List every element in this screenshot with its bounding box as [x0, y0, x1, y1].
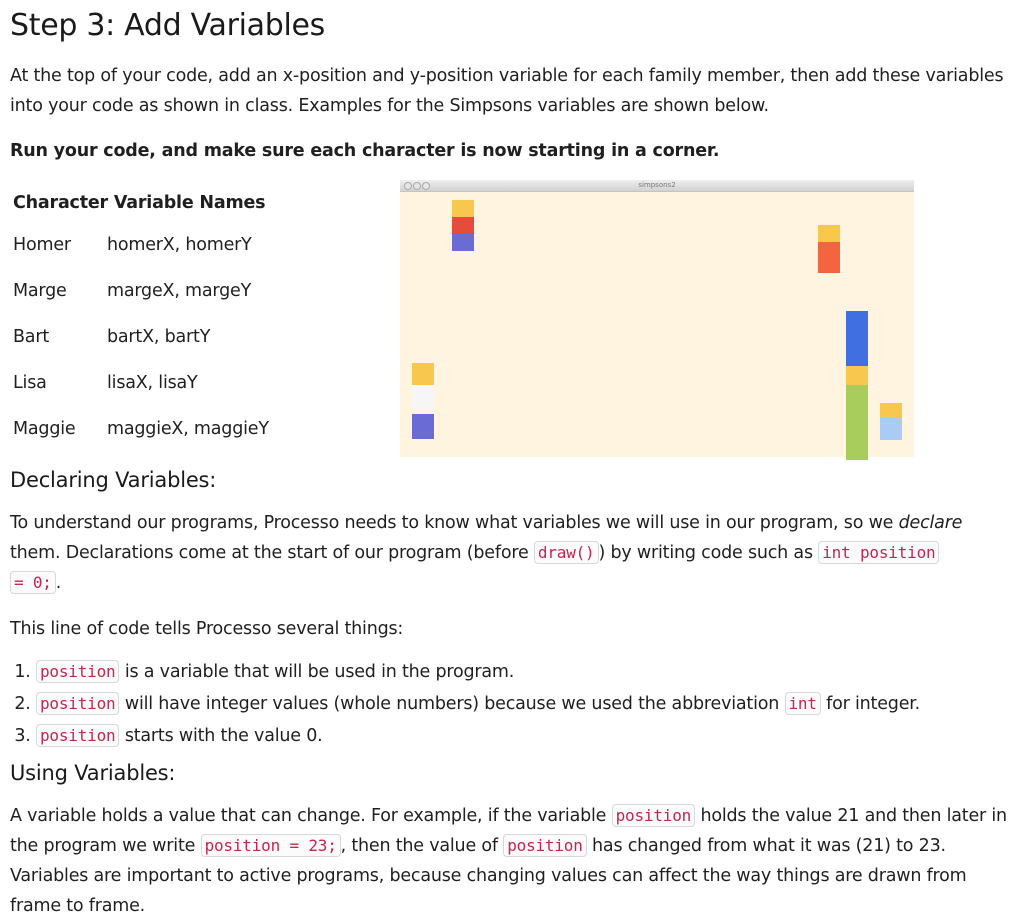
list-item: 1. position is a variable that will be used in the program. [36, 656, 920, 688]
character-name: Homer [13, 235, 71, 255]
variable-names: bartX, bartY [107, 327, 211, 347]
variable-names: homerX, homerY [107, 235, 252, 255]
page-title: Step 3: Add Variables [10, 8, 325, 43]
variables-table [8, 184, 274, 452]
table-row [8, 222, 274, 268]
inline-code: draw() [534, 541, 599, 564]
inline-code: position [503, 834, 586, 857]
inline-code: position = 23; [201, 834, 341, 857]
variable-names: lisaX, lisaY [107, 373, 198, 393]
character-block [412, 363, 434, 385]
character-block [412, 414, 434, 439]
character-name: Maggie [13, 419, 76, 439]
using-paragraph: A variable holds a value that can change. For example, if the variable position holds the value 21 and then later in the program we write position = 23; , then the value of position has changed from what it was (21) to 23. Variables are important to active programs, because changing values can affect the way things are drawn from frame to frame. [10, 806, 1007, 916]
character-block [452, 200, 474, 217]
list-item: 3. position starts with the value 0. [36, 720, 920, 752]
character-name: Lisa [13, 373, 47, 393]
intro-paragraph: At the top of your code, add an x-position and y-position variable for each family member, then add these variables into your code as shown in class. Examples for the Simpsons variables are shown below. [10, 66, 1004, 116]
character-block [452, 217, 474, 234]
inline-code: int [785, 692, 821, 715]
character-block [412, 385, 434, 409]
window-title: simpsons2 [638, 181, 676, 189]
inline-code: position [612, 804, 695, 827]
character-block [846, 366, 868, 385]
using-heading: Using Variables: [10, 761, 176, 785]
processo-things-paragraph: This line of code tells Processo several things: [10, 619, 404, 639]
character-name: Marge [13, 281, 67, 301]
run-instruction: Run your code, and make sure each character is now starting in a corner. [10, 141, 720, 161]
variable-names: maggieX, maggieY [107, 419, 269, 439]
declaring-heading: Declaring Variables: [10, 468, 217, 492]
inline-code: position [36, 692, 119, 715]
character-block [880, 418, 902, 440]
inline-code: int position [818, 541, 939, 564]
character-block [452, 234, 474, 251]
sketch-window-screenshot [400, 180, 914, 457]
list-item: 2. position will have integer values (whole numbers) because we used the abbreviation int for integer. [36, 688, 920, 720]
character-block [846, 385, 868, 460]
window-titlebar [400, 180, 914, 192]
table-row [8, 268, 274, 314]
inline-code: position [36, 724, 119, 747]
declaring-paragraph: To understand our programs, Processo needs to know what variables we will use in our program, so we declare them. Declarations come at the start of our program (before draw() ) by writing code such as int position = 0; . [10, 513, 963, 593]
character-block [818, 242, 840, 273]
variable-names: margeX, margeY [107, 281, 252, 301]
character-block [818, 225, 840, 242]
table-row [8, 314, 274, 360]
table-row [8, 406, 274, 452]
inline-code: position [36, 660, 119, 683]
character-block [880, 403, 902, 418]
numbered-list [10, 656, 920, 752]
table-row [8, 360, 274, 406]
inline-code: = 0; [10, 571, 56, 594]
character-block [846, 311, 868, 366]
character-name: Bart [13, 327, 49, 347]
table-header: Character Variable Names [13, 193, 266, 213]
declare-emphasis: declare [898, 513, 963, 533]
